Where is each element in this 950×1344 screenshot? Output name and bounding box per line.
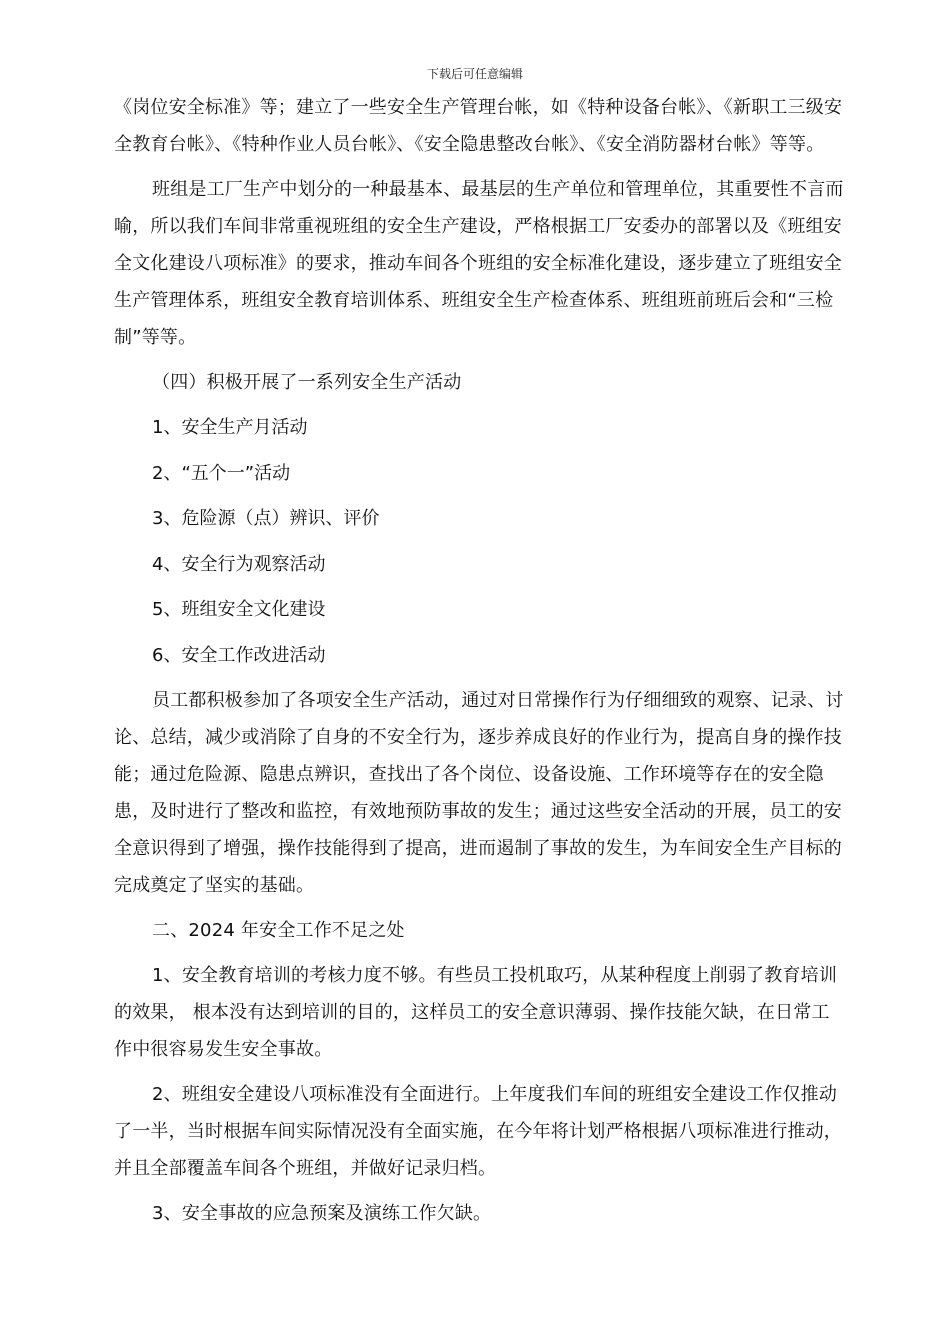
list-item: 3、危险源（点）辨识、评价 (152, 508, 380, 529)
document-body (114, 89, 844, 1232)
section-two-title: 二、2024 年安全工作不足之处 (152, 919, 405, 941)
page-header-note: 下载后可任意编辑 (426, 67, 523, 81)
list-item: 6、安全工作改进活动 (152, 644, 326, 666)
paragraph-issue-3: 3、安全事故的应急预案及演练工作欠缺。 (152, 1202, 492, 1224)
paragraph-issue-1: 1、安全教育培训的考核力度不够。有些员工投机取巧，从某种程度上削弱了教育培训的效果， 根本没有达到培训的目的，这样员工的安全意识薄弱、操作技能欠缺，在日常工作中很容易发生安全事故。 (114, 964, 838, 1060)
list-item: 1、安全生产月活动 (152, 417, 308, 438)
paragraph-activity-results: 员工都积极参加了各项安全生产活动，通过对日常操作行为仔细细致的观察、记录、讨论、总结，减少或消除了自身的不安全行为，逐步养成良好的作业行为，提高自身的操作技能；通过危险源、隐患点辨识，查找出了各个岗位、设备设施、工作环境等存在的安全隐患，及时进行了整改和监控，有效地预防事故的发生；通过这些安全活动的开展，员工的安全意识得到了增强，操作技能得到了提高，进而遏制了事故的发生，为车间安全生产目标的完成奠定了坚实的基础。 (114, 689, 844, 896)
paragraph-issue-2: 2、班组安全建设八项标准没有全面进行。上年度我们车间的班组安全建设工作仅推动了一半，当时根据车间实际情况没有全面实施，在今年将计划严格根据八项标准进行推动，并且全部覆盖车间各个班组，并做好记录归档。 (114, 1083, 842, 1179)
section-four-title: （四）积极开展了一系列安全生产活动 (152, 372, 462, 393)
paragraph-ledgers: 《岗位安全标准》等；建立了一些安全生产管理台帐，如《特种设备台帐》、《新职工三级安全教育台帐》、《特种作业人员台帐》、《安全隐患整改台帐》、《安全消防器材台帐》等等。 (114, 97, 843, 155)
activity-list (114, 409, 844, 674)
list-item: 5、班组安全文化建设 (152, 599, 326, 620)
list-item: 2、“五个一”活动 (152, 462, 291, 484)
list-item: 4、安全行为观察活动 (152, 553, 326, 575)
paragraph-team-construction: 班组是工厂生产中划分的一种最基本、最基层的生产单位和管理单位，其重要性不言而喻，所以我们车间非常重视班组的安全生产建设，严格根据工厂安委办的部署以及《班组安全文化建设八项标准》的要求，推动车间各个班组的安全标准化建设，逐步建立了班组安全生产管理体系，班组安全教育培训体系、班组安全生产检查体系、班组班前班后会和“三检制”等等。 (114, 179, 844, 348)
